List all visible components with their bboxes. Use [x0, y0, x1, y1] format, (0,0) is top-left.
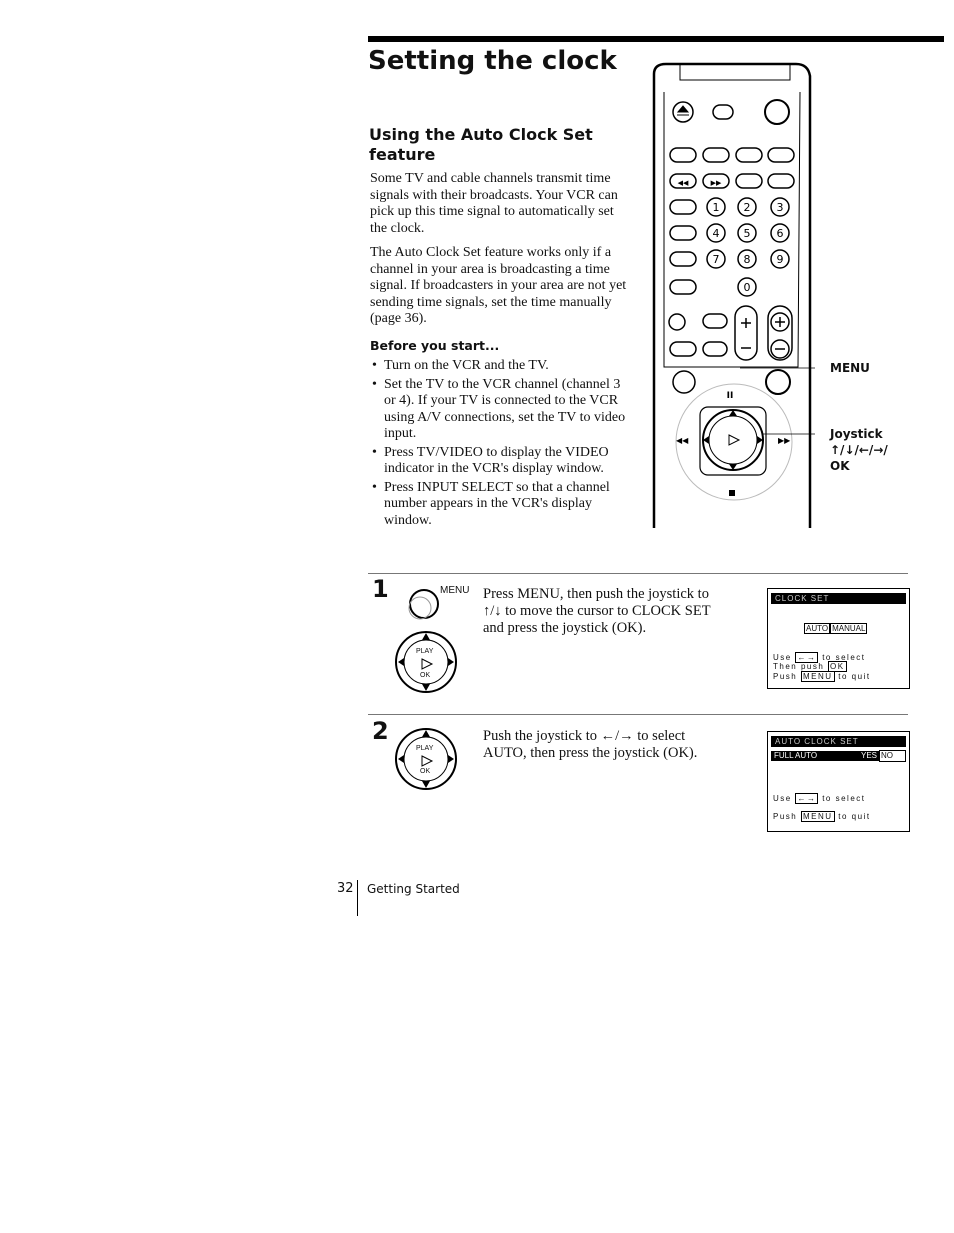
menu-callout: MENU [830, 361, 870, 375]
power-button-icon [765, 100, 789, 124]
number-key-label: 8 [743, 253, 751, 266]
number-key-label: 1 [712, 201, 720, 214]
menu-icon-label: MENU [440, 585, 470, 596]
joystick-ok-label: OK [420, 672, 431, 679]
number-key-label: 2 [743, 201, 751, 214]
joystick-play-label: PLAY [416, 648, 434, 655]
joystick-ok-label: OK [420, 768, 431, 775]
svg-text:▶▶: ▶▶ [710, 179, 722, 187]
tv-screen-clock-set [767, 588, 910, 689]
arrows-callout: ↑/↓/←/→/ [830, 443, 888, 457]
page-title: Setting the clock [368, 46, 617, 76]
svg-text:II: II [726, 391, 734, 401]
joystick-callout: Joystick [830, 427, 883, 441]
screen-options: AUTO MANUAL [806, 624, 866, 633]
step-separator [368, 573, 908, 574]
requirement-paragraph: The Auto Clock Set feature works only if a channel in your area is broadcasting a time signal. If broadcasters in your area are not yet sending time signals, set the time manually (page 36). [370, 245, 627, 326]
screen-full-auto-row: FULL AUTO YES NO [771, 750, 906, 762]
step-instruction: Press MENU, then push the joystick to ↑/↓ to move the cursor to CLOCK SET and press the joystick (OK). [483, 586, 711, 636]
number-key-label: 5 [743, 227, 751, 240]
section-subtitle: Using the Auto Clock Set feature [369, 125, 593, 164]
number-key-label: 6 [776, 227, 784, 240]
screen-help: Use ←→ to select Push MENU to quit [773, 793, 871, 821]
screen-header: AUTO CLOCK SET [771, 736, 906, 747]
footer-divider [357, 880, 358, 916]
intro-paragraph: Some TV and cable channels transmit time signals with their broadcasts. Your VCR can pick up this time signal to automatically set the clock. [370, 171, 618, 236]
ok-callout: OK [830, 459, 850, 473]
list-item: • Press INPUT SELECT so that a channel number appears in the VCR's display window. [370, 480, 632, 530]
prerequisite-list [370, 358, 632, 531]
before-you-start-heading: Before you start... [370, 338, 500, 353]
step-instruction: Push the joystick to ←/→ to select AUTO, then press the joystick (OK). [483, 728, 698, 761]
svg-text:◀◀: ◀◀ [676, 436, 689, 445]
joystick-icon [392, 630, 462, 694]
remote-control-illustration [640, 62, 815, 532]
step-number: 1 [372, 575, 389, 603]
screen-help: Use ←→ to select Then push OK Push MENU to quit [773, 652, 871, 681]
list-item: • Press TV/VIDEO to display the VIDEO indicator in the VCR's display window. [370, 445, 632, 478]
number-key-label: 3 [776, 201, 784, 214]
number-key-label: 9 [776, 253, 784, 266]
footer-section: Getting Started [367, 882, 460, 896]
tv-screen-auto-clock-set [767, 731, 910, 832]
list-item: • Set the TV to the VCR channel (channel 3 or 4). If your TV is connected to the VCR using A/V connections, set the TV to video input. [370, 377, 632, 443]
page-number: 32 [337, 881, 354, 896]
svg-text:▶▶: ▶▶ [778, 436, 791, 445]
joystick-icon [392, 727, 462, 791]
number-key-label: 4 [712, 227, 720, 240]
step-number: 2 [372, 717, 389, 745]
number-key-label: 0 [743, 281, 751, 294]
screen-header: CLOCK SET [771, 593, 906, 604]
svg-text:◀◀: ◀◀ [677, 179, 689, 187]
tv-vcr-icon [713, 105, 733, 119]
top-rule [368, 36, 944, 42]
number-key-label: 7 [712, 253, 720, 266]
list-item: • Turn on the VCR and the TV. [370, 358, 632, 375]
step-separator [368, 714, 908, 715]
joystick-play-label: PLAY [416, 745, 434, 752]
